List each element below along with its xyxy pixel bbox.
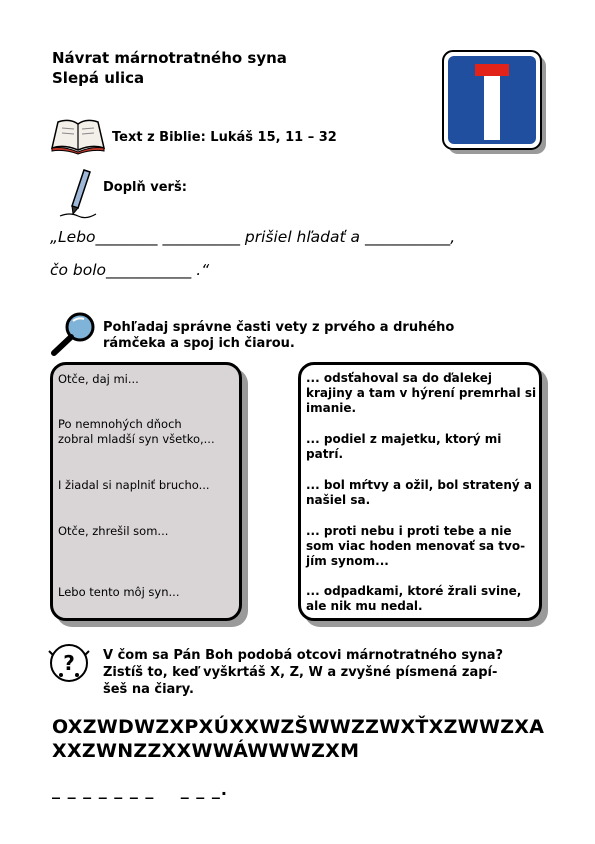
left-phrase-4: Otče, zhrešil som... [58,524,169,538]
right-phrase-3: ... bol mŕtvy a ožil, bol stratený a našiel sa. [306,478,532,507]
answer-blanks[interactable]: _ _ _ _ _ _ _ _ _ _. [52,780,228,799]
open-book-icon [48,116,108,156]
magnifier-icon [48,310,98,358]
question-line-3: šeš na čiary. [103,682,194,697]
left-phrase-5: Lebo tento môj syn... [58,585,180,599]
pen-icon [56,166,100,220]
fill-verse-instruction: Doplň verš: [103,180,187,195]
question-line-1: V čom sa Pán Boh podobá otcovi márnotratného syna? [103,648,504,663]
svg-text:?: ? [63,651,75,675]
matching-instruction-line-2: rámčeka a spoj ich čiarou. [103,336,295,351]
left-phrase-2: Po nemnohých dňoch zobral mladší syn všetko,... [58,417,215,446]
letter-puzzle-line-2: XXZWNZZXXWWÁWWWZXM [52,740,360,762]
page-subtitle: Slepá ulica [52,69,145,87]
right-phrase-1: ... odsťahoval sa do ďalekej krajiny a tam v hýrení premrhal si imanie. [306,371,537,415]
dead-end-sign-icon [442,50,548,156]
right-phrase-4: ... proti nebu i proti tebe a nie som viac hoden menovať sa tvo-jím synom... [306,524,526,568]
question-line-2: Zistíš to, keď vyškrtáš X, Z, W a zvyšné písmená zapí- [103,665,498,680]
right-phrase-5: ... odpadkami, ktoré žrali svine, ale nik mu nedal. [306,584,522,613]
page-title: Návrat márnotratného syna [52,49,287,67]
letter-puzzle-line-1: OXZWDWZXPXÚXXWZŠWWZZWXŤXZWWZXA [52,716,545,738]
question-face-icon [47,641,91,685]
bible-reference: Text z Biblie: Lukáš 15, 11 – 32 [112,130,337,145]
left-phrase-3: I žiadal si naplniť brucho... [58,478,210,492]
left-phrase-1: Otče, daj mi... [58,372,139,386]
right-phrase-2: ... podiel z majetku, ktorý mi patrí. [306,432,502,461]
verse-line-1: „Lebo________ __________ prišiel hľadať a ___________, [50,228,456,246]
verse-line-2: čo bolo___________ .“ [50,261,210,279]
matching-instruction-line-1: Pohľadaj správne časti vety z prvého a druhého [103,320,455,335]
